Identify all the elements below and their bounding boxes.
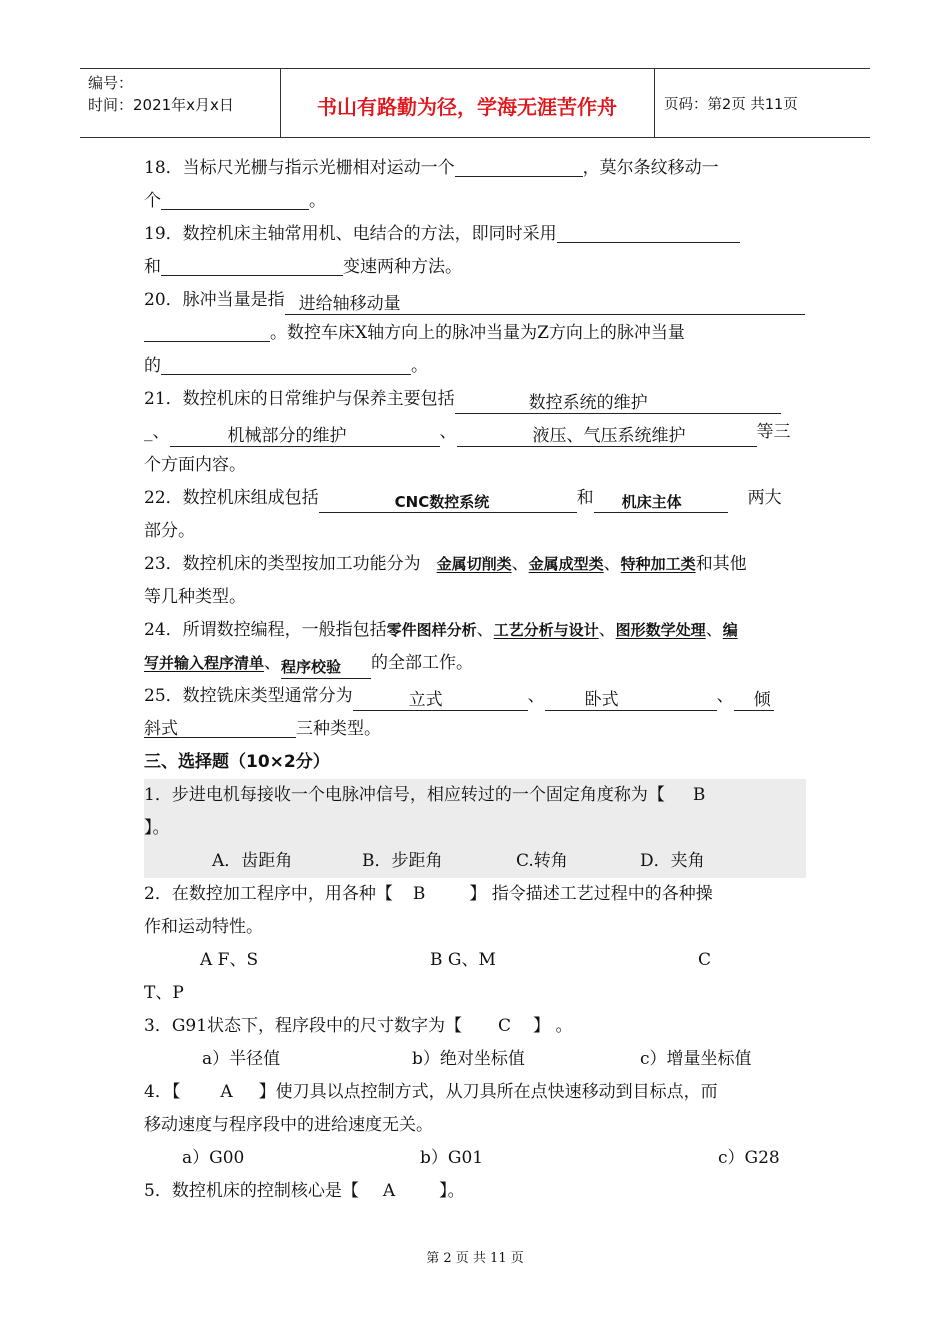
answer-text: 机床主体 <box>621 493 682 511</box>
choice-2-options-cont <box>144 977 814 1010</box>
divider <box>654 69 655 137</box>
answer-text: C <box>498 1016 512 1036</box>
answer-blank <box>161 352 411 375</box>
option-a: a）半径值 <box>202 1049 281 1069</box>
answer-text: 图形数学处理 <box>615 621 706 639</box>
question-18 <box>144 152 814 185</box>
separator: 、 <box>716 686 734 706</box>
question-text: 个 <box>144 191 161 211</box>
choice-5 <box>144 1175 814 1208</box>
question-24-cont <box>144 647 814 680</box>
answer-blank <box>734 689 774 711</box>
answer-text: 编 <box>722 621 738 639</box>
answer-text: 写并输入程序清单 <box>144 654 265 672</box>
page-footer: 第 2 页 共 11 页 <box>426 1251 524 1266</box>
question-text: 。 <box>309 191 326 211</box>
choice-2-options <box>144 944 814 977</box>
separator: 、 <box>264 653 282 673</box>
answer-blank <box>170 425 440 447</box>
question-text: 20．脉冲当量是指 <box>144 290 285 310</box>
answer-blank <box>161 253 343 276</box>
question-text: 。数控车床X轴方向上的脉冲当量为Z方向上的脉冲当量 <box>270 323 685 343</box>
question-21-cont2 <box>144 449 814 482</box>
separator: 、 <box>511 554 529 574</box>
document-body <box>144 152 814 1208</box>
question-text: 21．数控机床的日常维护与保养主要包括 <box>144 389 455 409</box>
choice-4-cont <box>144 1109 814 1142</box>
question-23 <box>144 548 814 581</box>
question-text: 】 。 <box>533 1016 573 1036</box>
page-header <box>80 68 870 138</box>
question-text: 23．数控机床的类型按加工功能分为 <box>144 554 421 574</box>
question-text: 】使刀具以点控制方式，从刀具所在点快速移动到目标点，而 <box>258 1082 718 1102</box>
question-text: 2．在数控加工程序中，用各种【 <box>144 884 393 904</box>
separator: 、 <box>598 620 616 640</box>
question-text: 18．当标尺光栅与指示光栅相对运动一个 <box>144 158 455 178</box>
answer-text: 卧式 <box>584 690 619 710</box>
choice-2-cont <box>144 911 814 944</box>
answer-text: 机械部分的维护 <box>227 426 347 446</box>
question-text: 25．数控铣床类型通常分为 <box>144 686 353 706</box>
answer-text: 数控系统的维护 <box>528 393 648 413</box>
section-heading: 三、选择题（10×2分） <box>144 752 330 772</box>
question-21-cont <box>144 416 814 449</box>
question-text: 。 <box>411 356 428 376</box>
answer-text: 工艺分析与设计 <box>493 621 599 639</box>
answer-text: 液压、气压系统维护 <box>532 426 686 446</box>
separator: 、 <box>705 620 723 640</box>
question-text: 和其他 <box>695 554 747 574</box>
question-text: 和 <box>144 257 161 277</box>
question-19 <box>144 218 814 251</box>
question-text: 个方面内容。 <box>144 455 246 475</box>
answer-blank <box>178 715 296 738</box>
choice-1-options <box>144 845 806 878</box>
option-b: b）绝对坐标值 <box>412 1049 525 1069</box>
choice-3-options <box>144 1043 814 1076</box>
question-text: 两大 <box>747 488 782 508</box>
answer-blank <box>455 154 583 177</box>
question-22 <box>144 482 814 515</box>
answer-blank <box>161 187 309 210</box>
question-24 <box>144 614 814 647</box>
option-b: B G、M <box>430 950 496 970</box>
answer-blank <box>545 689 717 711</box>
answer-text: CNC数控系统 <box>394 493 490 511</box>
option-a: a）G00 <box>182 1148 245 1168</box>
option-a: A．齿距角 <box>212 851 293 871</box>
question-25 <box>144 680 814 713</box>
question-text: 19．数控机床主轴常用机、电结合的方法，即同时采用 <box>144 224 557 244</box>
question-text: 22．数控机床组成包括 <box>144 488 319 508</box>
option-b: B．步距角 <box>362 851 443 871</box>
option-b: b）G01 <box>420 1148 484 1168</box>
answer-text: 倾 <box>753 690 771 710</box>
answer-text: 程序校验 <box>281 658 342 676</box>
question-text: 移动速度与程序段中的进给速度无关。 <box>144 1115 433 1135</box>
question-text: 】。 <box>144 818 170 838</box>
question-22-cont <box>144 515 814 548</box>
choice-3 <box>144 1010 814 1043</box>
question-21 <box>144 383 814 416</box>
header-meta <box>88 72 234 116</box>
answer-blank <box>557 220 740 243</box>
answer-text: 立式 <box>408 690 443 710</box>
question-text: 的 <box>144 356 161 376</box>
question-20 <box>144 284 814 317</box>
answer-blank <box>319 491 577 513</box>
question-text: 三种类型。 <box>296 719 381 739</box>
separator: 、 <box>603 554 621 574</box>
choice-1 <box>144 779 806 878</box>
question-text: 4．【 <box>144 1082 181 1102</box>
option-a: A F、S <box>200 950 259 970</box>
answer-text: B <box>692 785 706 805</box>
question-text: 3．G91状态下，程序段中的尺寸数字为【 <box>144 1016 463 1036</box>
answer-blank <box>353 689 528 711</box>
question-text: ，莫尔条纹移动一 <box>582 158 719 178</box>
answer-blank <box>144 319 270 342</box>
choice-1-stem-cont <box>144 812 806 845</box>
answer-text: 金属成型类 <box>528 555 604 573</box>
separator: 、 <box>476 620 494 640</box>
question-25-cont <box>144 713 814 746</box>
question-text: 等三 <box>756 422 791 442</box>
option-c: C <box>698 950 712 970</box>
question-text: 和 <box>576 488 594 508</box>
serial-label: 编号： <box>88 74 134 92</box>
choice-4 <box>144 1076 814 1109</box>
answer-blank <box>455 392 781 414</box>
question-20-cont <box>144 317 814 350</box>
choice-4-options <box>144 1142 814 1175</box>
page-info: 页码：第2页 共11页 <box>664 97 798 113</box>
header-motto: 书山有路勤为径，学海无涯苦作舟 <box>317 95 617 119</box>
question-text: 等几种类型。 <box>144 587 246 607</box>
answer-text: B <box>412 884 426 904</box>
question-text: 】。 <box>439 1181 465 1201</box>
question-19-cont <box>144 251 814 284</box>
answer-text: A <box>382 1181 396 1201</box>
question-text: 1．步进电机每接收一个电脉冲信号，相应转过的一个固定角度称为【 <box>144 785 665 805</box>
option-c: c）增量坐标值 <box>640 1049 752 1069</box>
choice-1-stem <box>144 779 806 812</box>
question-text: 的全部工作。 <box>371 653 474 673</box>
question-text: 24．所谓数控编程，一般指包括 <box>144 620 387 640</box>
question-text: 变速两种方法。 <box>343 257 462 277</box>
answer-text: 斜式 <box>144 719 178 739</box>
time-label: 时间：2021年x月x日 <box>88 96 234 114</box>
question-text: _、 <box>144 422 170 442</box>
question-text: 5．数控机床的控制核心是【 <box>144 1181 359 1201</box>
option-d: D．夹角 <box>640 851 705 871</box>
option-c: C.转角 <box>516 851 568 871</box>
answer-text: 进给轴移动量 <box>298 294 401 314</box>
answer-text: 特种加工类 <box>620 555 696 573</box>
answer-blank <box>457 425 757 447</box>
question-text: 作和运动特性。 <box>144 917 263 937</box>
answer-blank <box>281 656 371 679</box>
answer-blank <box>594 491 728 513</box>
option-c-text: T、P <box>144 983 184 1003</box>
separator: 、 <box>527 686 545 706</box>
question-20-cont2 <box>144 350 814 383</box>
question-text: 】 指令描述工艺过程中的各种操 <box>469 884 713 904</box>
answer-blank <box>285 293 805 315</box>
question-text: 、 <box>439 422 457 442</box>
question-text: 部分。 <box>144 521 195 541</box>
option-c: c）G28 <box>718 1148 780 1168</box>
answer-text: 零件图样分析 <box>386 621 477 639</box>
answer-text: A <box>220 1082 233 1102</box>
answer-text: 金属切削类 <box>436 555 512 573</box>
question-23-cont <box>144 581 814 614</box>
question-18-cont <box>144 185 814 218</box>
choice-2 <box>144 878 814 911</box>
